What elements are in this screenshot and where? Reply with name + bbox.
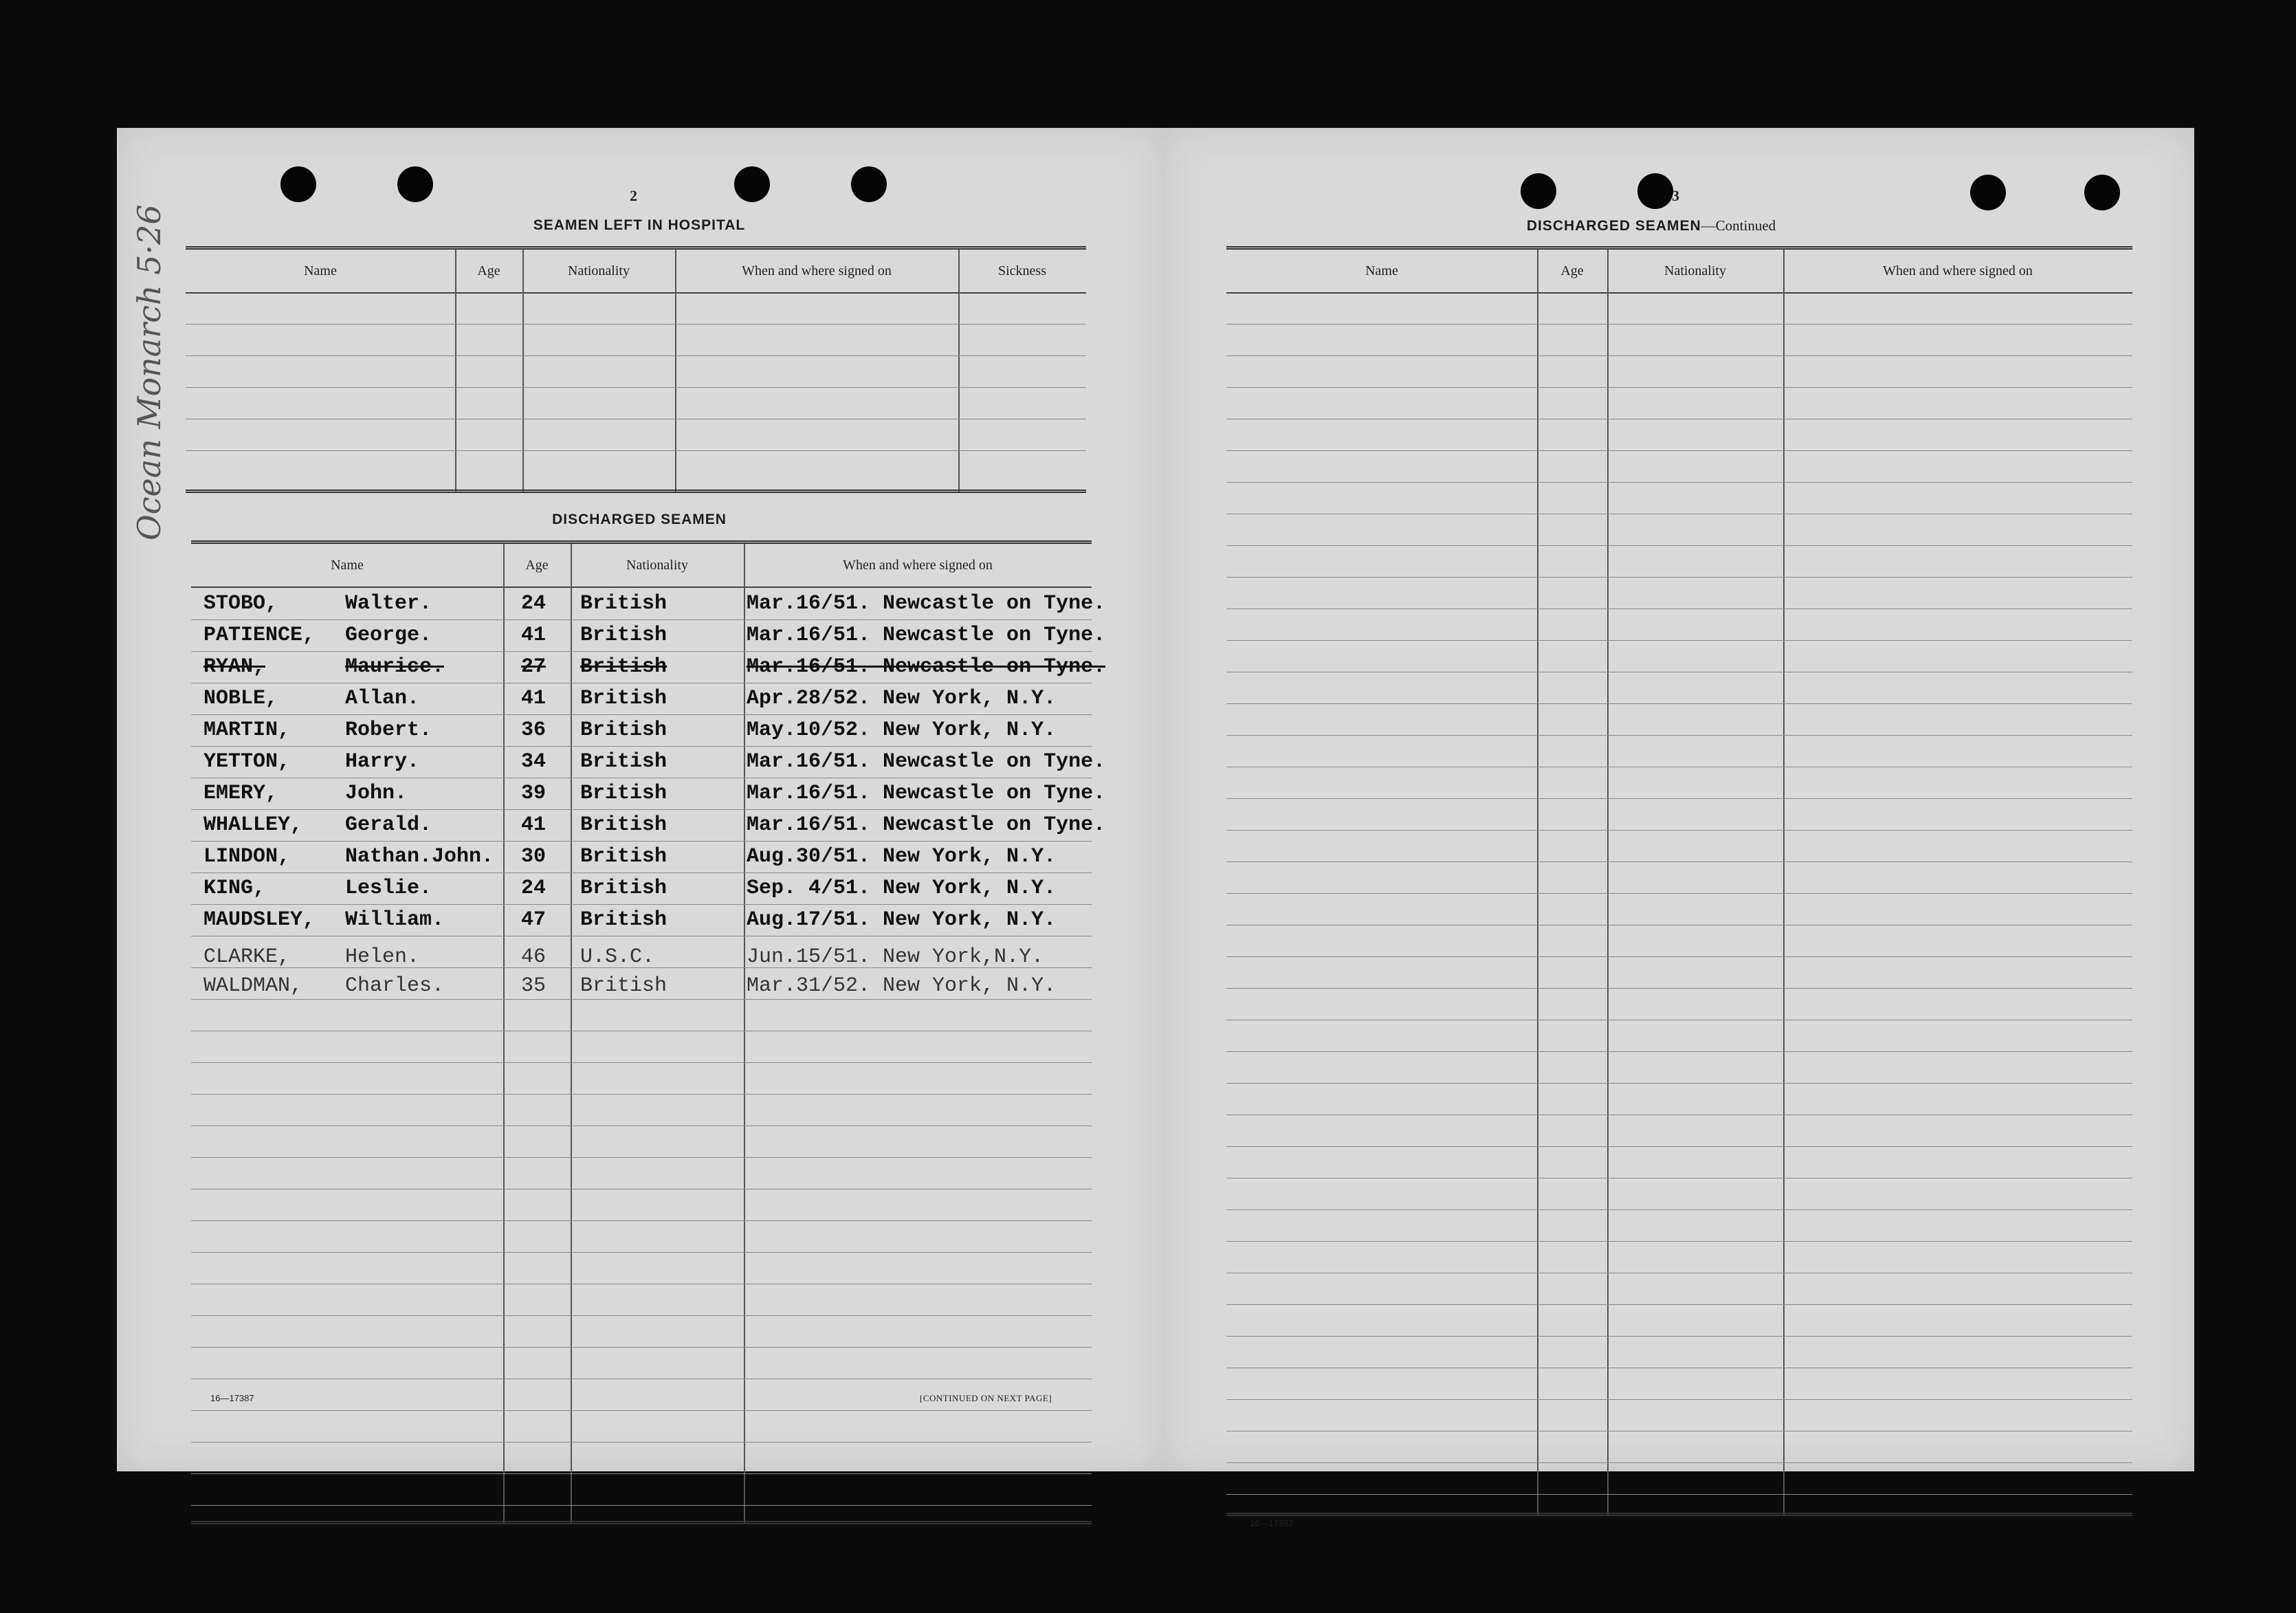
- right-page: [1163, 128, 2194, 1528]
- column-divider: [675, 250, 676, 493]
- punch-hole: [1970, 175, 2006, 210]
- punch-hole: [1637, 173, 1673, 209]
- row-rule: [1226, 1241, 2132, 1242]
- row-rule: [1226, 988, 2132, 989]
- row-given-name: Walter.: [345, 592, 432, 615]
- row-nationality: British: [580, 974, 667, 998]
- discharged-table-header: [191, 544, 1092, 588]
- row-surname: YETTON,: [203, 750, 291, 773]
- row-surname: EMERY,: [203, 782, 278, 805]
- column-header-name: Name: [331, 557, 364, 573]
- row-surname: LINDON,: [203, 845, 291, 868]
- column-divider: [1607, 250, 1609, 1516]
- column-header-age: Age: [477, 263, 500, 278]
- row-signed-on: Mar.16/51. Newcastle on Tyne.: [747, 624, 1106, 647]
- left-page: [117, 128, 1163, 1471]
- row-rule: [1226, 1209, 2132, 1210]
- row-rule: [1226, 1336, 2132, 1337]
- punch-hole: [734, 166, 770, 202]
- row-rule: [1226, 355, 2132, 356]
- page-number: 2: [630, 187, 637, 204]
- page-number: 3: [1672, 187, 1679, 204]
- row-rule: [191, 1347, 1092, 1348]
- row-given-name: Nathan.John.: [345, 845, 494, 868]
- row-rule: [191, 1062, 1092, 1063]
- row-rule: [191, 1505, 1092, 1506]
- row-age: 30: [521, 845, 547, 868]
- row-signed-on-struck: Mar.16/51. Newcastle on Tyne.: [747, 655, 1106, 679]
- row-given-name: John.: [345, 782, 408, 805]
- form-number: 16—17387: [210, 1393, 254, 1403]
- column-header-age: Age: [1560, 263, 1584, 278]
- hospital-table: [186, 246, 1086, 493]
- row-rule: [1226, 1083, 2132, 1084]
- row-age: 46: [521, 945, 547, 969]
- row-given-name: Gerald.: [345, 813, 432, 837]
- row-rule: [191, 1157, 1092, 1158]
- row-rule: [186, 324, 1086, 325]
- column-header-signed-on: When and where signed on: [1883, 263, 2033, 278]
- row-rule: [191, 1410, 1092, 1411]
- column-divider: [958, 250, 960, 493]
- continued-note: [CONTINUED ON NEXT PAGE]: [920, 1393, 1052, 1403]
- row-rule: [1226, 830, 2132, 831]
- row-surname: MARTIN,: [203, 718, 291, 742]
- discharged-table: [191, 540, 1106, 1524]
- row-rule: [1226, 324, 2132, 325]
- column-header-sickness: Sickness: [998, 263, 1046, 278]
- row-given-name: Helen.: [345, 945, 420, 969]
- row-signed-on: Jun.15/51. New York,N.Y.: [747, 945, 1044, 969]
- column-divider: [455, 250, 456, 493]
- row-signed-on: Aug.30/51. New York, N.Y.: [747, 845, 1057, 868]
- column-divider: [744, 544, 745, 1524]
- row-nationality: British: [580, 877, 667, 900]
- row-rule: [1226, 1146, 2132, 1147]
- row-rule: [1226, 956, 2132, 957]
- column-divider: [571, 544, 572, 1524]
- row-rule: [1226, 893, 2132, 894]
- row-signed-on: Mar.16/51. Newcastle on Tyne.: [747, 782, 1106, 805]
- row-age: 41: [521, 813, 547, 837]
- row-surname: WALDMAN,: [203, 974, 303, 998]
- row-given-name: William.: [345, 908, 445, 932]
- row-rule: [186, 387, 1086, 388]
- discharged-section-title: DISCHARGED SEAMEN: [552, 512, 727, 527]
- row-rule: [1226, 798, 2132, 799]
- row-signed-on: Mar.31/52. New York, N.Y.: [747, 974, 1057, 998]
- row-rule: [191, 1094, 1092, 1095]
- row-age: 35: [521, 974, 547, 998]
- table-bottom-rule: [1226, 1513, 2132, 1516]
- row-nationality: British: [580, 782, 667, 805]
- row-age: 36: [521, 718, 547, 742]
- row-age: 24: [521, 877, 547, 900]
- row-signed-on: Mar.16/51. Newcastle on Tyne.: [747, 813, 1106, 837]
- row-rule: [1226, 703, 2132, 704]
- row-rule: [1226, 545, 2132, 546]
- row-rule: [1226, 1051, 2132, 1052]
- row-surname: KING,: [203, 877, 266, 900]
- row-rule: [1226, 577, 2132, 578]
- row-nationality-struck: British: [580, 655, 667, 679]
- column-header-nationality: Nationality: [1664, 263, 1726, 278]
- row-surname: PATIENCE,: [203, 624, 316, 647]
- row-surname: CLARKE,: [203, 945, 291, 969]
- row-rule: [1226, 608, 2132, 609]
- right-table-header: [1226, 250, 2132, 294]
- row-signed-on: Sep. 4/51. New York, N.Y.: [747, 877, 1057, 900]
- row-signed-on: Apr.28/52. New York, N.Y.: [747, 687, 1057, 710]
- row-rule: [1226, 1494, 2132, 1495]
- punch-hole: [280, 166, 316, 202]
- column-divider: [522, 250, 524, 493]
- column-header-name: Name: [1365, 263, 1398, 278]
- row-age: 41: [521, 624, 547, 647]
- row-age: 39: [521, 782, 547, 805]
- column-header-name: Name: [304, 263, 337, 278]
- row-given-name: Charles.: [345, 974, 445, 998]
- row-age: 41: [521, 687, 547, 710]
- column-header-signed-on: When and where signed on: [843, 557, 993, 573]
- row-rule: [1226, 640, 2132, 641]
- row-rule: [186, 450, 1086, 451]
- row-given-name: Harry.: [345, 750, 420, 773]
- row-rule: [1226, 1399, 2132, 1400]
- form-number: 16—17387: [1250, 1518, 1294, 1528]
- column-header-nationality: Nationality: [626, 557, 688, 573]
- row-nationality: British: [580, 845, 667, 868]
- row-nationality: British: [580, 908, 667, 932]
- row-rule: [191, 1315, 1092, 1316]
- row-rule: [191, 1252, 1092, 1253]
- punch-hole: [397, 166, 433, 202]
- row-rule: [1226, 1462, 2132, 1463]
- row-given-name: Robert.: [345, 718, 432, 742]
- right-section-title: [1438, 217, 1864, 234]
- row-given-name: George.: [345, 624, 432, 647]
- table-bottom-rule: [191, 1521, 1092, 1524]
- column-header-nationality: Nationality: [568, 263, 630, 278]
- row-signed-on: Mar.16/51. Newcastle on Tyne.: [747, 592, 1106, 615]
- column-header-signed-on: When and where signed on: [742, 263, 892, 278]
- row-nationality: British: [580, 592, 667, 615]
- row-rule: [1226, 482, 2132, 483]
- row-rule: [1226, 387, 2132, 388]
- row-nationality: British: [580, 687, 667, 710]
- row-surname: WHALLEY,: [203, 813, 303, 837]
- punch-hole: [2084, 175, 2120, 210]
- margin-handwriting: Ocean Monarch 5·26: [131, 204, 168, 540]
- row-rule: [1226, 450, 2132, 451]
- row-rule: [191, 1473, 1092, 1474]
- row-nationality: British: [580, 624, 667, 647]
- column-header-age: Age: [525, 557, 549, 573]
- right-section-title-suffix: —Continued: [1701, 217, 1776, 234]
- row-signed-on: Mar.16/51. Newcastle on Tyne.: [747, 750, 1106, 773]
- row-given-name: Allan.: [345, 687, 420, 710]
- table-bottom-rule: [186, 490, 1086, 493]
- row-signed-on: Aug.17/51. New York, N.Y.: [747, 908, 1057, 932]
- row-given-name-struck: Maurice.: [345, 655, 445, 679]
- row-nationality: British: [580, 750, 667, 773]
- row-given-name: Leslie.: [345, 877, 432, 900]
- column-divider: [503, 544, 505, 1524]
- row-nationality: British: [580, 718, 667, 742]
- row-signed-on: May.10/52. New York, N.Y.: [747, 718, 1057, 742]
- punch-hole: [851, 166, 887, 202]
- hospital-section-title: SEAMEN LEFT IN HOSPITAL: [533, 217, 746, 233]
- row-surname: NOBLE,: [203, 687, 278, 710]
- right-discharged-table: [1226, 246, 2132, 1516]
- row-age-struck: 27: [521, 655, 547, 679]
- hospital-table-header: [186, 250, 1086, 294]
- row-rule: [191, 1220, 1092, 1221]
- row-nationality: British: [580, 813, 667, 837]
- row-nationality: U.S.C.: [580, 945, 655, 969]
- row-surname: STOBO,: [203, 592, 278, 615]
- row-surname-struck: RYAN,: [203, 655, 266, 679]
- right-section-title-main: DISCHARGED SEAMEN: [1526, 218, 1701, 234]
- punch-hole: [1521, 173, 1556, 209]
- column-divider: [1783, 250, 1785, 1516]
- row-surname: MAUDSLEY,: [203, 908, 316, 932]
- column-divider: [1537, 250, 1538, 1516]
- row-age: 24: [521, 592, 547, 615]
- row-rule: [1226, 735, 2132, 736]
- row-rule: [186, 355, 1086, 356]
- row-age: 34: [521, 750, 547, 773]
- row-rule: [1226, 1304, 2132, 1305]
- row-age: 47: [521, 908, 547, 932]
